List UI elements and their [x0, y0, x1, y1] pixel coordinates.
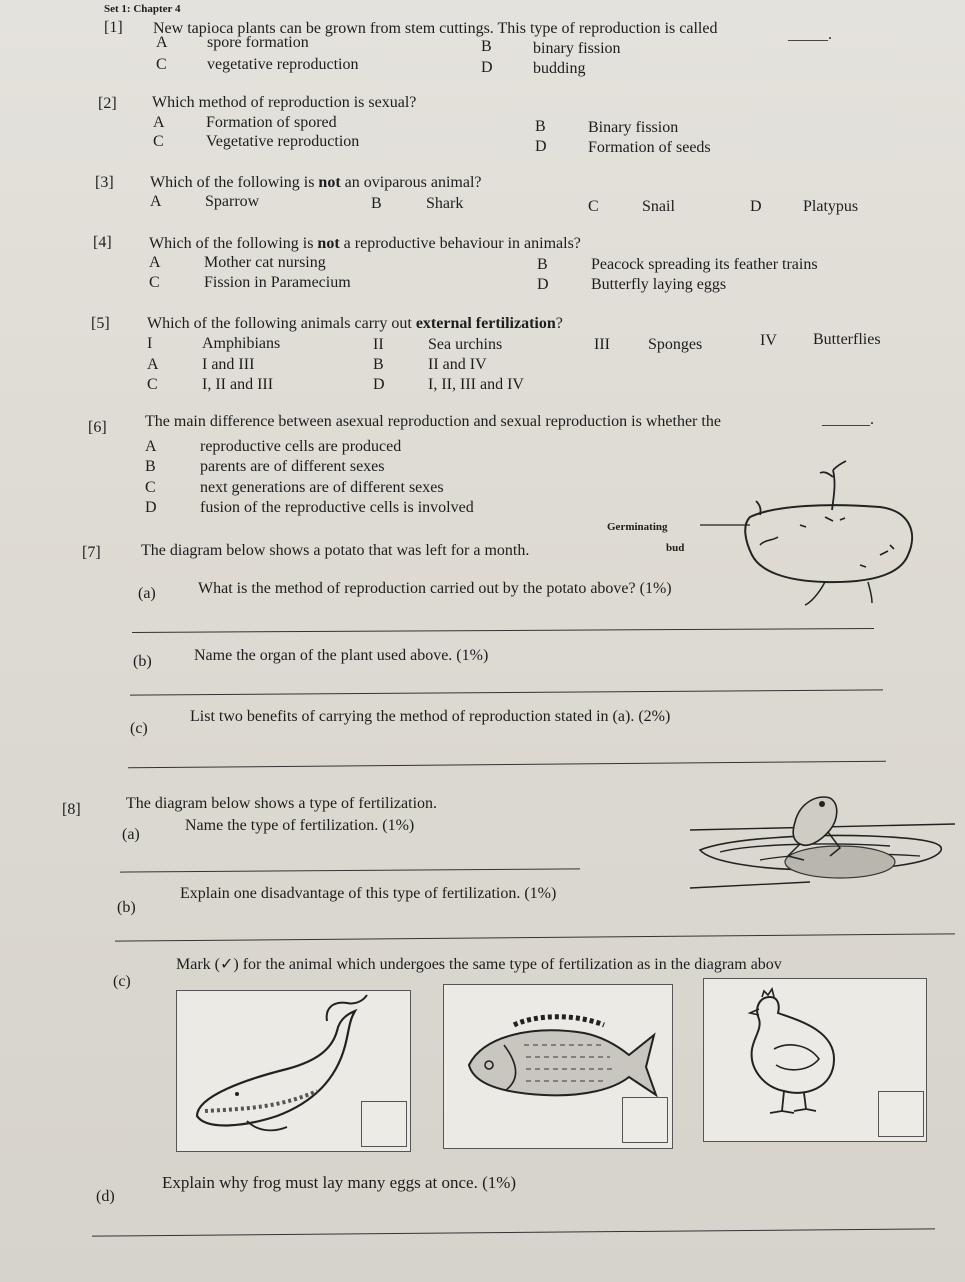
q2-number: [2] — [98, 95, 117, 112]
q8c-label: (c) — [113, 973, 131, 990]
q3-number: [3] — [95, 174, 114, 191]
q6-letter-c: C — [145, 479, 156, 496]
q6-number: [6] — [88, 419, 107, 436]
q4-option-c: Fission in Paramecium — [204, 274, 351, 291]
q4-option-a: Mother cat nursing — [204, 254, 326, 271]
q3-option-d: Platypus — [803, 198, 859, 215]
q1-blank: _____. — [788, 26, 832, 43]
q8b-label: (b) — [117, 899, 136, 916]
hen-illustration — [704, 979, 904, 1129]
q2-letter-d: D — [535, 138, 547, 155]
q5-item-i: Amphibians — [202, 335, 281, 352]
q8-text: The diagram below shows a type of fertilization. — [126, 795, 438, 812]
q8-number: [8] — [62, 801, 81, 818]
q5-letter-a: A — [147, 356, 159, 373]
q6-option-c: next generations are of different sexes — [200, 479, 444, 496]
q2-option-a: Formation of spored — [206, 114, 337, 131]
q1-letter-a: A — [156, 34, 168, 51]
worksheet-header: Set 1: Chapter 4 — [104, 3, 181, 15]
q4-letter-b: B — [537, 256, 548, 273]
q1-option-a: spore formation — [207, 34, 309, 51]
q1-letter-d: D — [481, 59, 493, 76]
q2-option-c: Vegetative reproduction — [206, 133, 360, 150]
q4-option-d: Butterfly laying eggs — [591, 276, 727, 293]
q5-letter-b: B — [373, 356, 384, 373]
q5-numeral-iv: IV — [760, 332, 777, 349]
q7-text: The diagram below shows a potato that was left for a month. — [141, 542, 530, 559]
q5-letter-c: C — [147, 376, 158, 393]
q6-letter-d: D — [145, 499, 157, 516]
frog-eggs-diagram — [690, 790, 960, 900]
q3-option-a: Sparrow — [205, 193, 260, 210]
q4-letter-c: C — [149, 274, 160, 291]
q6-option-d: fusion of the reproductive cells is involved — [200, 499, 474, 516]
q3-text: Which of the following is not an oviparous animal? — [150, 174, 482, 191]
q3-option-c: Snail — [642, 198, 675, 215]
q7b-answer-line[interactable] — [130, 689, 883, 695]
q7-number: [7] — [82, 544, 101, 561]
q4-number: [4] — [93, 234, 112, 251]
q5-option-d: I, II, III and IV — [428, 376, 524, 393]
q3-letter-d: D — [750, 198, 762, 215]
q5-item-iii: Sponges — [648, 336, 703, 353]
q7a-text: What is the method of reproduction carried out by the potato above? (1%) — [198, 580, 672, 597]
q4-text: Which of the following is not a reproductive behaviour in animals? — [149, 235, 581, 252]
q6-text: The main difference between asexual reproduction and sexual reproduction is whether the — [145, 413, 721, 430]
whale-option-box — [176, 990, 411, 1152]
q8c-text: Mark (✓) for the animal which undergoes the same type of fertilization as in the diagram abov — [176, 956, 782, 973]
q7a-label: (a) — [138, 585, 156, 602]
potato-label-bud: bud — [666, 542, 685, 554]
q8a-text: Name the type of fertilization. (1%) — [185, 817, 415, 834]
q6-letter-a: A — [145, 438, 157, 455]
q7b-text: Name the organ of the plant used above. (1%) — [194, 647, 489, 664]
q1-letter-b: B — [481, 38, 492, 55]
q3-letter-b: B — [371, 195, 382, 212]
q8d-answer-line[interactable] — [92, 1228, 935, 1236]
q3-letter-a: A — [150, 193, 162, 210]
fish-tick-box[interactable] — [622, 1097, 668, 1143]
q7c-answer-line[interactable] — [128, 761, 886, 769]
q2-option-d: Formation of seeds — [588, 139, 711, 156]
q1-option-c: vegetative reproduction — [207, 56, 359, 73]
q6-blank: ______. — [822, 411, 874, 428]
q7c-label: (c) — [130, 720, 148, 737]
q1-option-b: binary fission — [533, 40, 621, 57]
q1-text: New tapioca plants can be grown from stem cuttings. This type of reproduction is called — [153, 20, 718, 37]
q5-option-b: II and IV — [428, 356, 487, 373]
q8b-text: Explain one disadvantage of this type of fertilization. (1%) — [180, 885, 557, 902]
q2-letter-b: B — [535, 118, 546, 135]
q5-numeral-ii: II — [373, 336, 384, 353]
q5-letter-d: D — [373, 376, 385, 393]
q3-letter-c: C — [588, 198, 599, 215]
q8a-label: (a) — [122, 826, 140, 843]
q4-letter-a: A — [149, 254, 161, 271]
q5-option-a: I and III — [202, 356, 255, 373]
q1-letter-c: C — [156, 56, 167, 73]
whale-tick-box[interactable] — [361, 1101, 407, 1147]
q8a-answer-line[interactable] — [120, 868, 580, 872]
q5-option-c: I, II and III — [202, 376, 274, 393]
fish-illustration — [444, 985, 664, 1105]
q8d-label: (d) — [96, 1188, 115, 1205]
q1-number: [1] — [104, 19, 123, 36]
q7b-label: (b) — [133, 653, 152, 670]
q5-numeral-iii: III — [594, 336, 610, 353]
q7a-answer-line[interactable] — [132, 628, 874, 633]
q6-option-a: reproductive cells are produced — [200, 438, 402, 455]
q4-option-b: Peacock spreading its feather trains — [591, 256, 818, 273]
q2-letter-c: C — [153, 133, 164, 150]
q7c-text: List two benefits of carrying the method of reproduction stated in (a). (2%) — [190, 708, 671, 725]
q1-option-d: budding — [533, 60, 586, 77]
q2-option-b: Binary fission — [588, 119, 679, 136]
q5-item-iv: Butterflies — [813, 331, 881, 348]
q5-item-ii: Sea urchins — [428, 336, 503, 353]
q3-option-b: Shark — [426, 195, 464, 212]
potato-label-germinating: Germinating — [607, 521, 668, 533]
q6-option-b: parents are of different sexes — [200, 458, 385, 475]
q8b-answer-line[interactable] — [115, 933, 955, 941]
q4-letter-d: D — [537, 276, 549, 293]
q6-letter-b: B — [145, 458, 156, 475]
q2-letter-a: A — [153, 114, 165, 131]
fish-option-box — [443, 984, 673, 1149]
q5-number: [5] — [91, 315, 110, 332]
q5-text: Which of the following animals carry out external fertilization? — [147, 315, 563, 332]
q2-text: Which method of reproduction is sexual? — [152, 94, 417, 111]
hen-tick-box[interactable] — [878, 1091, 924, 1137]
hen-option-box — [703, 978, 927, 1142]
q5-numeral-i: I — [147, 335, 153, 352]
q8d-text: Explain why frog must lay many eggs at once. (1%) — [162, 1173, 517, 1192]
